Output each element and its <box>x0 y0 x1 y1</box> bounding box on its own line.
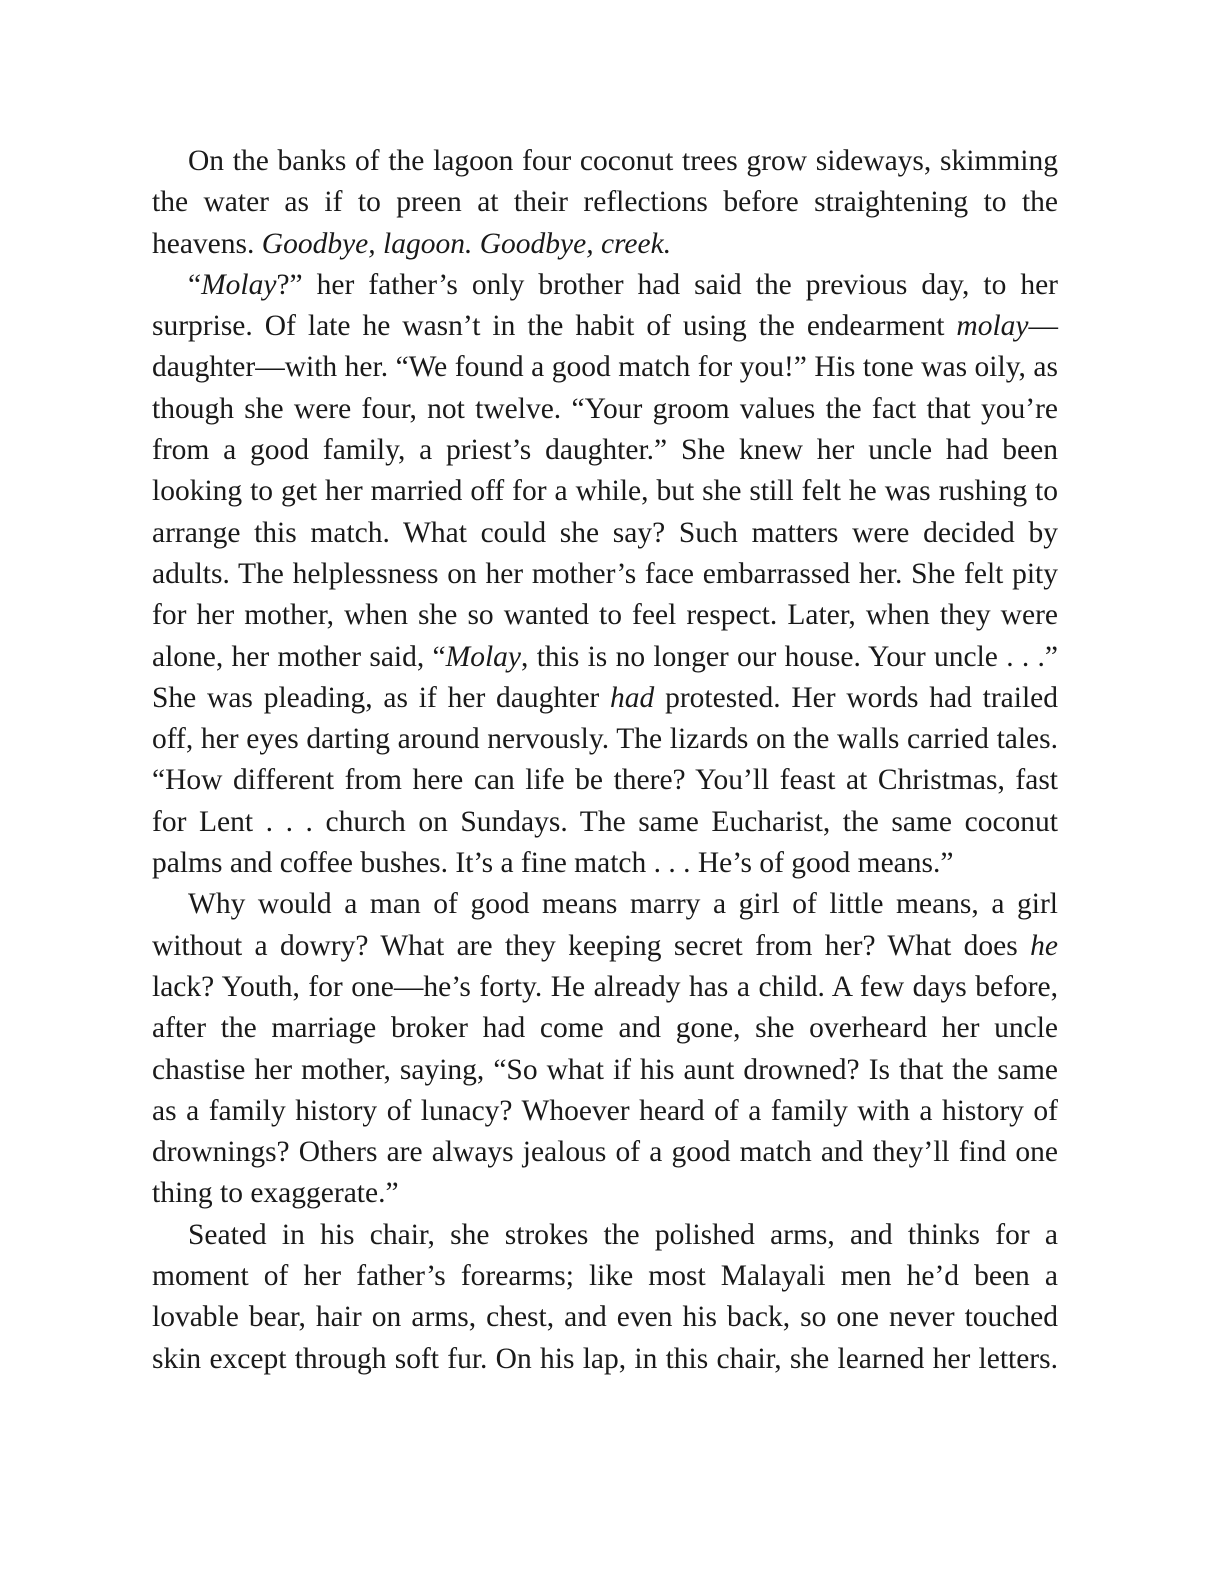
paragraph-text: —daughter—with her. “We found a good match for you!” His tone was oily, as though she were four, not twelve. “Your groom values the fact that you’re from a good family, a priest’s daughter.” She knew her uncle had been looking to get her married off for a while, but she still felt he was rushing to arrange this match. What could she say? Such matters were decided by adults. The helplessness on her mother’s face embarrassed her. She felt pity for her mother, when she so wanted to feel respect. Later, when they were alone, her mother said, “ <box>152 310 1058 673</box>
paragraph-2 <box>152 265 1058 884</box>
paragraph-1 <box>152 141 1058 265</box>
paragraph-4 <box>152 1215 1058 1380</box>
italic-text: molay <box>956 310 1029 343</box>
italic-text: Molay <box>445 640 522 673</box>
paragraph-text: Seated in his chair, she strokes the polished arms, and thinks for a moment of her father’s forearms; like most Malayali men he’d been a lovable bear, hair on arms, chest, and even his back, so one never touched skin except through soft fur. On his lap, in this chair, she learned her letters. <box>152 1218 1058 1375</box>
paragraph-text: lack? Youth, for one—he’s forty. He already has a child. A few days before, after the marriage broker had come and gone, she overheard her uncle chastise her mother, saying, “So what if his aunt drowned? Is that the same as a family history of lunacy? Whoever heard of a family with a history of drownings? Others are always jealous of a good match and they’ll find one thing to exaggerate.” <box>152 970 1058 1210</box>
italic-text: he <box>1030 929 1058 962</box>
paragraph-text: On the banks of the lagoon four coconut trees grow sideways, skimming the water as if to preen at their reflections before straightening to the heavens. <box>152 145 1058 260</box>
italic-text: Molay <box>201 268 277 301</box>
paragraph-3 <box>152 884 1058 1214</box>
paragraph-text: Why would a man of good means marry a girl of little means, a girl without a dowry? What are they keeping secret from her? What does <box>152 888 1058 962</box>
paragraph-text: ?” her father’s only brother had said the previous day, to her surprise. Of late he wasn’t in the habit of using the endearment <box>152 268 1058 343</box>
document-page <box>152 141 1058 1380</box>
italic-text: had <box>610 681 655 714</box>
paragraph-text: , this is no longer our house. Your uncle . . .” She was pleading, as if her daughter <box>152 640 1058 714</box>
paragraph-text: protested. Her words had trailed off, her eyes darting around nervously. The lizards on the walls carried tales. “How different from here can life be there? You’ll feast at Christmas, fast for Lent . . . church on Sundays. The same Eucharist, the same coconut palms and coffee bushes. It’s a fine match . . . He’s of good means.” <box>152 681 1058 880</box>
italic-text: Goodbye, lagoon. Goodbye, creek. <box>261 227 672 260</box>
paragraph-text: “ <box>188 268 202 301</box>
